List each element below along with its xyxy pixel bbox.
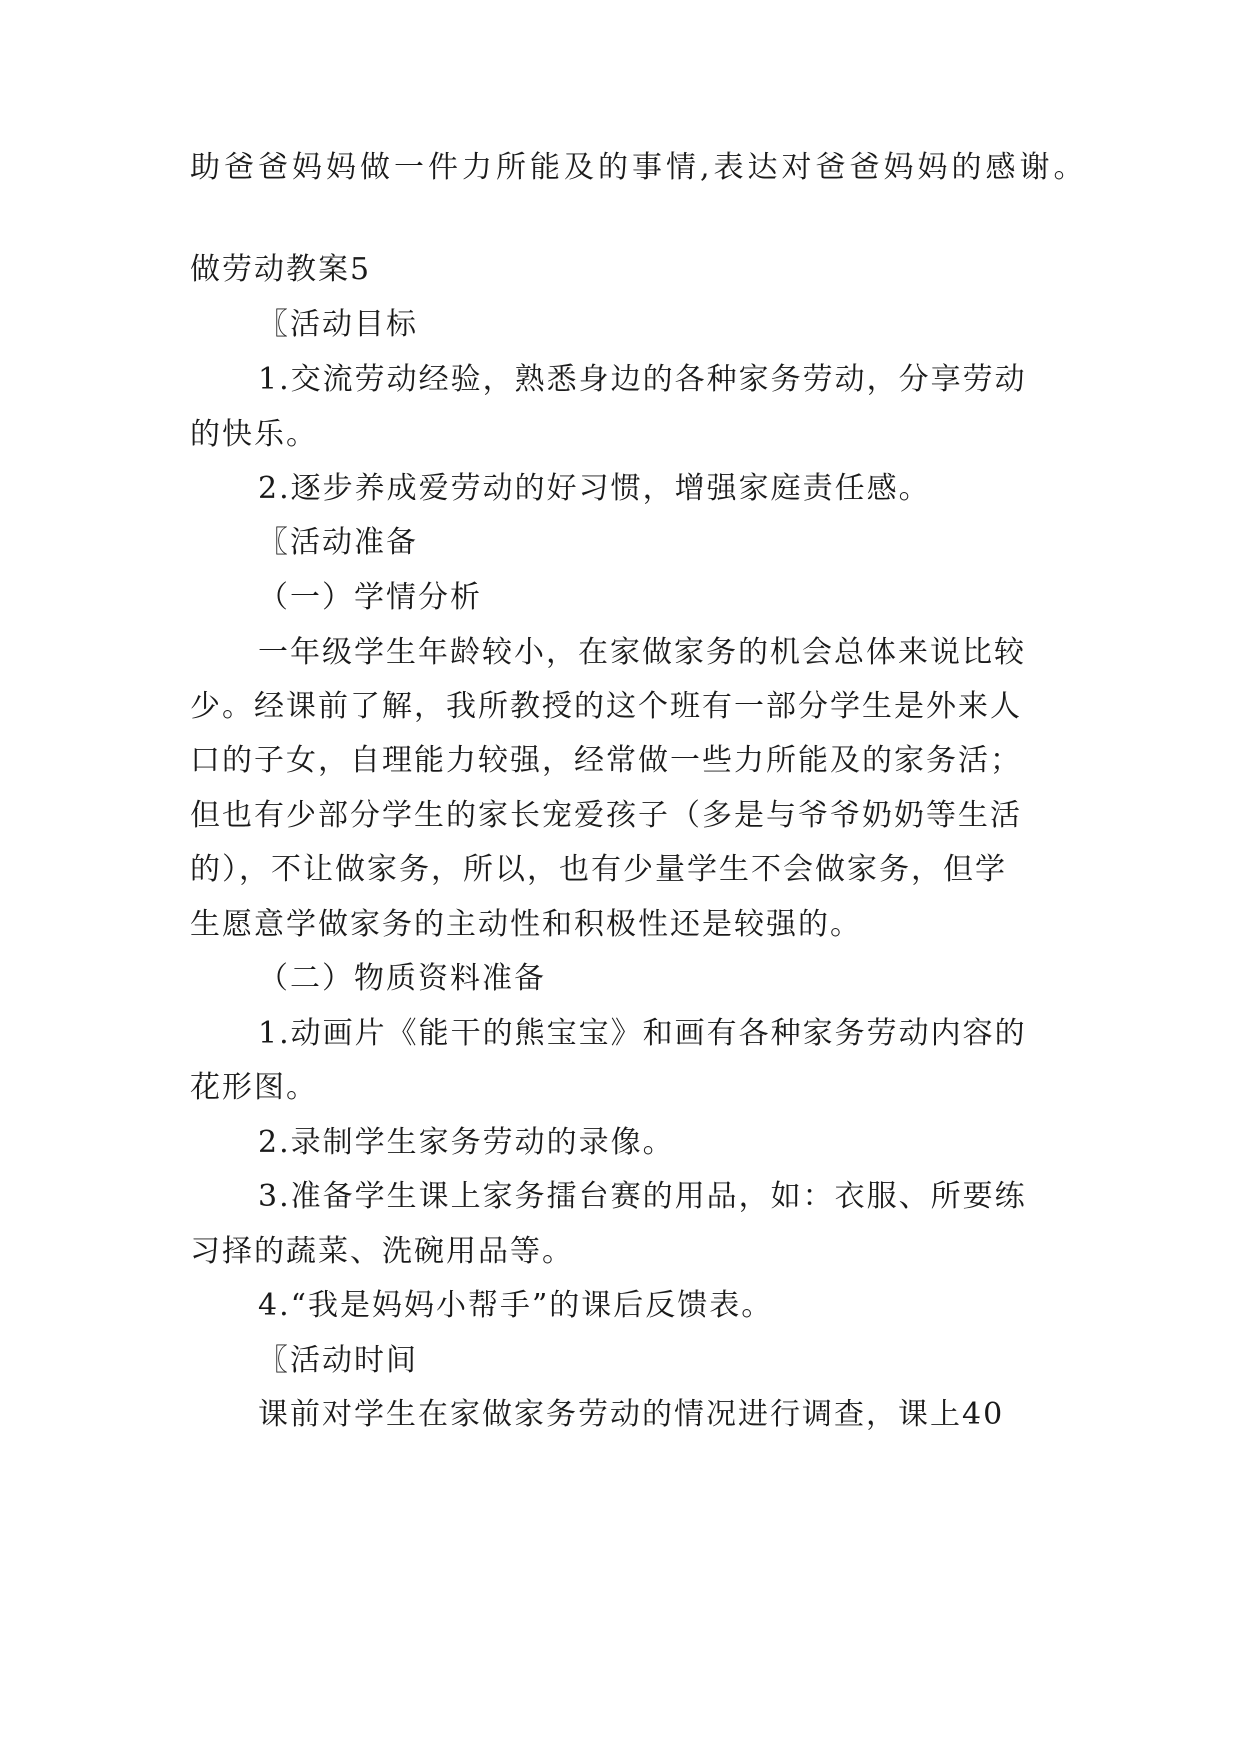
paragraph-line: 但也有少部分学生的家长宠爱孩子（多是与爷爷奶奶等生活 (190, 798, 1022, 833)
subheading-material-preparation: （二）物质资料准备 (258, 961, 546, 996)
paragraph-line: 少。经课前了解，我所教授的这个班有一部分学生是外来人 (190, 689, 1022, 724)
paragraph-line: 4.“我是妈妈小帮手”的课后反馈表。 (258, 1288, 774, 1323)
paragraph-line: 生愿意学做家务的主动性和积极性还是较强的。 (190, 907, 862, 942)
paragraph-line: 1.交流劳动经验，熟悉身边的各种家务劳动，分享劳动 (258, 362, 1027, 397)
paragraph-line: 一年级学生年龄较小，在家做家务的机会总体来说比较 (258, 635, 1026, 670)
subheading-activity-preparation: 〖活动准备 (258, 525, 418, 560)
subheading-activity-goals: 〖活动目标 (258, 307, 418, 342)
paragraph-line: 口的子女，自理能力较强，经常做一些力所能及的家务活； (190, 743, 1022, 778)
paragraph-line: 3.准备学生课上家务擂台赛的用品，如：衣服、所要练 (258, 1179, 1027, 1214)
paragraph-line: 2.逐步养成爱劳动的好习惯，增强家庭责任感。 (258, 471, 931, 506)
paragraph-line: 助爸爸妈妈做一件力所能及的事情,表达对爸爸妈妈的感谢。 (190, 150, 1088, 185)
paragraph-line: 课前对学生在家做家务劳动的情况进行调查，课上40 (258, 1397, 1005, 1432)
paragraph-line: 的），不让做家务，所以，也有少量学生不会做家务，但学 (190, 852, 1007, 887)
paragraph-line: 习择的蔬菜、洗碗用品等。 (190, 1234, 574, 1269)
subheading-activity-time: 〖活动时间 (258, 1343, 418, 1378)
paragraph-line: 花形图。 (190, 1070, 318, 1105)
paragraph-line: 的快乐。 (190, 417, 318, 452)
section-heading: 做劳动教案5 (190, 252, 372, 287)
subheading-learning-analysis: （一）学情分析 (258, 580, 482, 615)
paragraph-line: 1.动画片《能干的熊宝宝》和画有各种家务劳动内容的 (258, 1016, 1027, 1051)
paragraph-line: 2.录制学生家务劳动的录像。 (258, 1125, 675, 1160)
